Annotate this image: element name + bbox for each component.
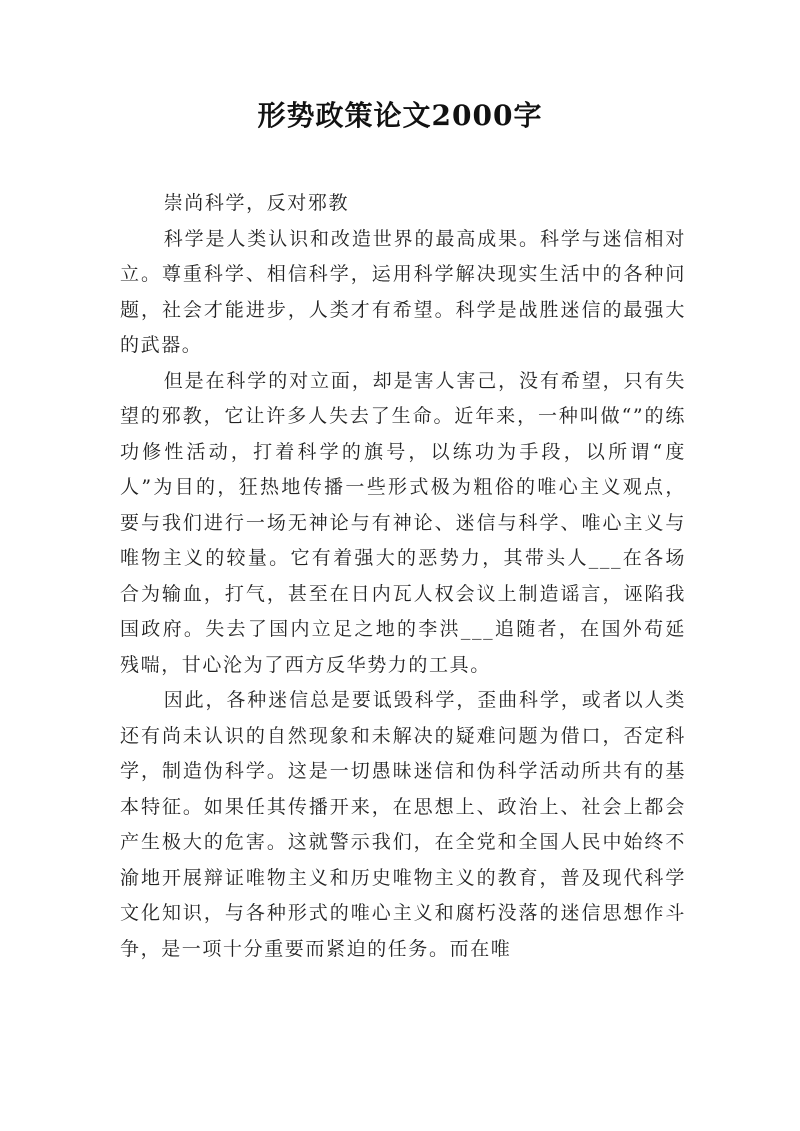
paragraph: 但是在科学的对立面，却是害人害己，没有希望，只有失望的邪教，它让许多人失去了生命。近年来，一种叫做“”的练功修性活动，打着科学的旗号，以练功为手段，以所谓“度人”为目的，狂热地传播一些形式极为粗俗的唯心主义观点，要与我们进行一场无神论与有神论、迷信与科学、唯心主义与唯物主义的较量。它有着强大的恶势力，其带头人___在各场合为输血，打气，甚至在日内瓦人权会议上制造谣言，诬陷我国政府。失去了国内立足之地的李洪___追随者，在国外苟延残喘，甘心沦为了西方反华势力的工具。 [120, 369, 686, 676]
paragraph: 因此，各种迷信总是要诋毁科学，歪曲科学，或者以人类还有尚未认识的自然现象和未解决的疑难问题为借口，否定科学，制造伪科学。这是一切愚昧迷信和伪科学活动所共有的基本特征。如果任其传播开来，在思想上、政治上、社会上都会产生极大的危害。这就警示我们，在全党和全国人民中始终不渝地开展辩证唯物主义和历史唯物主义的教育，普及现代科学文化知识，与各种形式的唯心主义和腐朽没落的迷信思想作斗争，是一项十分重要而紧迫的任务。而在唯 [120, 689, 686, 960]
document-title: 形势政策论文2000字 [257, 99, 543, 132]
paragraph-heading: 崇尚科学，反对邪教 [163, 192, 350, 214]
document-body [120, 186, 686, 967]
paragraph: 科学是人类认识和改造世界的最高成果。科学与迷信相对立。尊重科学、相信科学，运用科学解决现实生活中的各种问题，社会才能进步，人类才有希望。科学是战胜迷信的最强大的武器。 [120, 227, 686, 356]
